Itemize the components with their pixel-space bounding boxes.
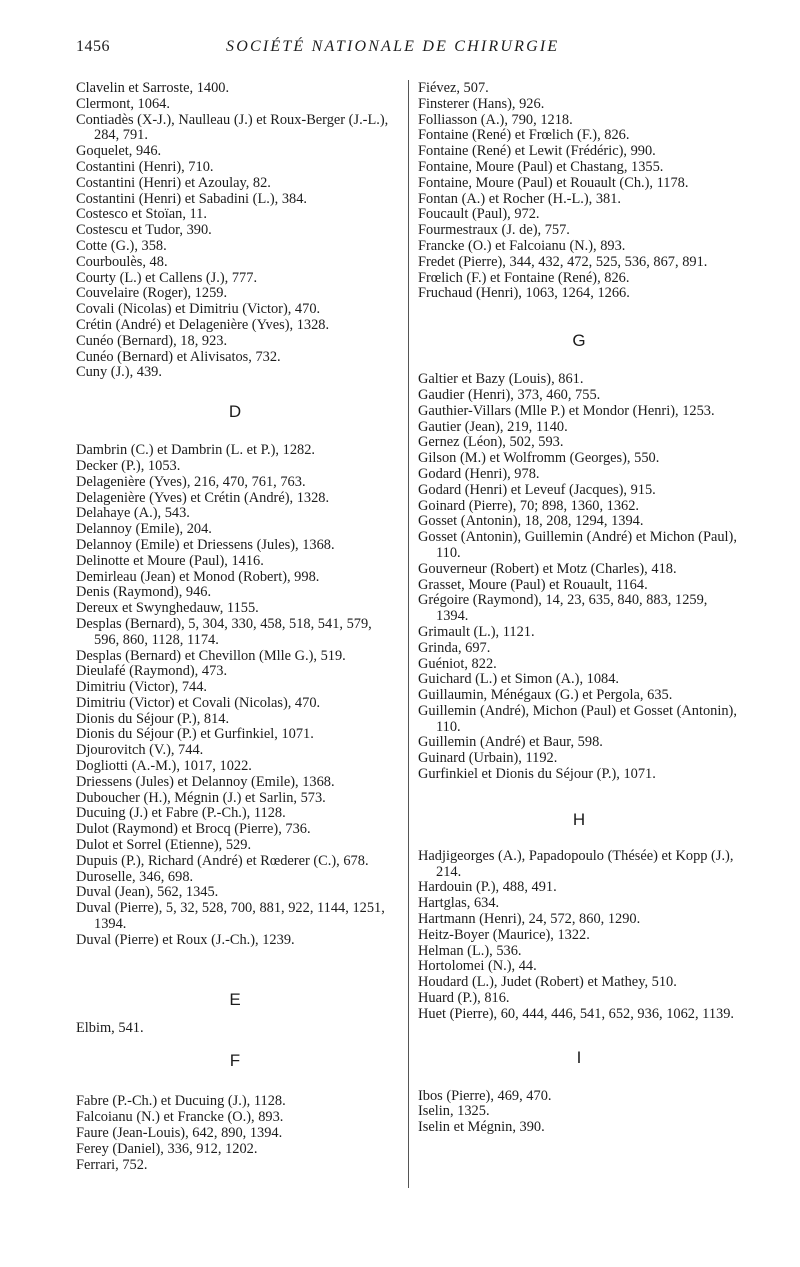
index-entry: Clavelin et Sarroste, 1400. [76, 80, 230, 96]
index-entry: Delinotte et Moure (Paul), 1416. [76, 552, 264, 569]
index-entry: Gurfinkiel et Dionis du Séjour (P.), 1071. [418, 766, 656, 783]
page-number: 1456 [76, 38, 110, 55]
index-entry: Demirleau (Jean) et Monod (Robert), 998. [76, 568, 320, 585]
index-entry: Djourovitch (V.), 744. [76, 742, 204, 759]
index-entry: Courboulès, 48. [76, 253, 168, 270]
index-entry: Cuny (J.), 439. [76, 364, 162, 381]
index-entry: Duval (Pierre) et Roux (J.-Ch.), 1239. [76, 931, 295, 948]
index-entry: Gouverneur (Robert) et Motz (Charles), 418. [418, 560, 677, 577]
index-entry: Guillemin (André), Michon (Paul) et Gosset (Antonin), 110. [418, 702, 737, 735]
index-entry: Fourmestraux (J. de), 757. [418, 222, 570, 239]
index-entry: Gautier (Jean), 219, 1140. [418, 418, 568, 435]
index-entry: Cunéo (Bernard), 18, 923. [76, 332, 228, 349]
section-letter-g: G [572, 331, 586, 351]
index-entry: Heitz-Boyer (Maurice), 1322. [418, 926, 590, 943]
index-entry: Fabre (P.-Ch.) et Ducuing (J.), 1128. [76, 1093, 286, 1110]
section-letter-h: H [572, 809, 586, 829]
right-column [418, 81, 740, 1136]
index-entry: Duval (Pierre), 5, 32, 528, 700, 881, 922, 1144, 1251, 1394. [76, 900, 385, 933]
index-entry: Hortolomei (N.), 44. [418, 958, 537, 975]
index-entry: Goquelet, 946. [76, 143, 162, 160]
index-entry: Fredet (Pierre), 344, 432, 472, 525, 536, 867, 891. [418, 253, 708, 270]
index-entry: Dimitriu (Victor), 744. [76, 679, 208, 696]
section-letter-f: F [229, 1051, 241, 1071]
index-entry: Costantini (Henri) et Azoulay, 82. [76, 174, 271, 191]
index-entry: Helman (L.), 536. [418, 942, 522, 959]
index-entry: Ferey (Daniel), 336, 912, 1202. [76, 1140, 258, 1157]
index-entry: Cotte (G.), 358. [76, 237, 167, 254]
index-entry: Gaudier (Henri), 373, 460, 755. [418, 386, 601, 403]
index-entry: Iselin et Mégnin, 390. [418, 1119, 545, 1136]
index-entry: Dimitriu (Victor) et Covali (Nicolas), 470. [76, 694, 321, 711]
index-entry: Couvelaire (Roger), 1259. [76, 285, 228, 302]
running-title: SOCIÉTÉ NATIONALE DE CHIRURGIE [226, 38, 560, 55]
index-entry: Clermont, 1064. [76, 95, 170, 112]
index-entry: Dionis du Séjour (P.) et Gurfinkiel, 1071. [76, 726, 314, 743]
index-entry: Hadjigeorges (A.), Papadopoulo (Thésée) et Kopp (J.), 214. [418, 847, 734, 880]
index-entry: Costescu et Tudor, 390. [76, 222, 212, 239]
index-entry: Guillemin (André) et Baur, 598. [418, 734, 603, 751]
index-entry: Fontaine (René) et Lewit (Frédéric), 990. [418, 143, 656, 160]
index-entry: Ibos (Pierre), 469, 470. [418, 1087, 552, 1104]
index-entry: Dionis du Séjour (P.), 814. [76, 710, 230, 727]
index-entry: Elbim, 541. [76, 1019, 144, 1036]
index-entry: Guillaumin, Ménégaux (G.) et Pergola, 635. [418, 687, 673, 704]
column-divider [408, 80, 409, 1188]
index-entry: Godard (Henri), 978. [418, 465, 540, 482]
index-entry: Duboucher (H.), Mégnin (J.) et Sarlin, 573. [76, 789, 326, 806]
index-entry: Ducuing (J.) et Fabre (P.-Ch.), 1128. [76, 805, 286, 822]
index-entry: Guinard (Urbain), 1192. [418, 750, 558, 767]
index-entry: Gosset (Antonin), 18, 208, 1294, 1394. [418, 513, 644, 530]
index-entry: Huet (Pierre), 60, 444, 446, 541, 652, 936, 1062, 1139. [418, 1005, 735, 1022]
page-header [76, 38, 766, 62]
index-entry: Falcoianu (N.) et Francke (O.), 893. [76, 1109, 284, 1126]
index-entry: Desplas (Bernard), 5, 304, 330, 458, 518, 541, 579, 596, 860, 1128, 1174. [76, 615, 372, 648]
index-entry: Hartglas, 634. [418, 895, 500, 912]
index-entry: Contiadès (X-J.), Naulleau (J.) et Roux-Berger (J.-L.), 284, 791. [76, 111, 389, 144]
index-entry: Fiévez, 507. [418, 80, 489, 96]
index-entry: Houdard (L.), Judet (Robert) et Mathey, 510. [418, 974, 677, 991]
index-entry: Francke (O.) et Falcoianu (N.), 893. [418, 237, 626, 254]
index-entry: Foucault (Paul), 972. [418, 206, 540, 223]
index-entry: Duroselle, 346, 698. [76, 868, 194, 885]
index-entry: Dulot (Raymond) et Brocq (Pierre), 736. [76, 821, 311, 838]
index-entry: Fontan (A.) et Rocher (H.-L.), 381. [418, 190, 622, 207]
index-entry: Gosset (Antonin), Guillemin (André) et Michon (Paul), 110. [418, 529, 737, 561]
index-entry: Decker (P.), 1053. [76, 457, 181, 474]
index-entry: Frœlich (F.) et Fontaine (René), 826. [418, 269, 630, 286]
left-column [76, 81, 394, 1173]
index-entry: Delannoy (Emile), 204. [76, 521, 212, 538]
index-entry: Dupuis (P.), Richard (André) et Rœderer (C.), 678. [76, 852, 369, 869]
index-entry: Gauthier-Villars (Mlle P.) et Mondor (Henri), 1253. [418, 402, 715, 419]
index-entry: Desplas (Bernard) et Chevillon (Mlle G.), 519. [76, 647, 346, 664]
index-entry: Fruchaud (Henri), 1063, 1264, 1266. [418, 285, 630, 302]
section-letter-i: I [576, 1047, 582, 1067]
index-entry: Delagenière (Yves) et Crétin (André), 1328. [76, 489, 330, 506]
index-entry: Delagenière (Yves), 216, 470, 761, 763. [76, 473, 306, 490]
index-entry: Dulot et Sorrel (Etienne), 529. [76, 837, 252, 854]
index-entry: Guichard (L.) et Simon (A.), 1084. [418, 671, 620, 688]
index-entry: Duval (Jean), 562, 1345. [76, 884, 219, 901]
index-entry: Galtier et Bazy (Louis), 861. [418, 371, 584, 388]
index-entry: Goinard (Pierre), 70; 898, 1360, 1362. [418, 497, 640, 514]
index-entry: Fontaine, Moure (Paul) et Rouault (Ch.), 1178. [418, 174, 689, 191]
section-letter-d: D [228, 402, 242, 422]
index-entry: Gilson (M.) et Wolfromm (Georges), 550. [418, 450, 660, 467]
index-entry: Godard (Henri) et Leveuf (Jacques), 915. [418, 481, 656, 498]
index-entry: Dogliotti (A.-M.), 1017, 1022. [76, 758, 252, 775]
index-entry: Dieulafé (Raymond), 473. [76, 663, 228, 680]
index-entry: Cunéo (Bernard) et Alivisatos, 732. [76, 348, 281, 365]
index-entry: Costantini (Henri) et Sabadini (L.), 384. [76, 190, 308, 207]
index-entry: Iselin, 1325. [418, 1103, 490, 1120]
index-entry: Covali (Nicolas) et Dimitriu (Victor), 470. [76, 301, 321, 318]
index-entry: Costantini (Henri), 710. [76, 158, 214, 175]
index-entry: Finsterer (Hans), 926. [418, 95, 545, 112]
index-entry: Huard (P.), 816. [418, 990, 510, 1007]
index-entry: Grimault (L.), 1121. [418, 623, 535, 640]
index-entry: Driessens (Jules) et Delannoy (Emile), 1368. [76, 773, 335, 790]
index-entry: Delahaye (A.), 543. [76, 505, 190, 522]
index-entry: Grégoire (Raymond), 14, 23, 635, 840, 883, 1259, 1394. [418, 592, 708, 625]
index-entry: Grasset, Moure (Paul) et Rouault, 1164. [418, 576, 648, 593]
index-entry: Costesco et Stoïan, 11. [76, 206, 207, 223]
index-entry: Dereux et Swynghedauw, 1155. [76, 600, 259, 617]
index-entry: Folliasson (A.), 790, 1218. [418, 111, 573, 128]
index-entry: Ferrari, 752. [76, 1156, 148, 1173]
index-entry: Faure (Jean-Louis), 642, 890, 1394. [76, 1125, 283, 1142]
index-entry: Hartmann (Henri), 24, 572, 860, 1290. [418, 911, 641, 928]
index-entry: Courty (L.) et Callens (J.), 777. [76, 269, 258, 286]
index-entry: Gernez (Léon), 502, 593. [418, 434, 564, 451]
index-entry: Hardouin (P.), 488, 491. [418, 879, 557, 896]
index-entry: Guéniot, 822. [418, 655, 497, 672]
index-entry: Denis (Raymond), 946. [76, 584, 212, 601]
index-entry: Grinda, 697. [418, 639, 491, 656]
index-entry: Fontaine (René) et Frœlich (F.), 826. [418, 127, 630, 144]
index-entry: Dambrin (C.) et Dambrin (L. et P.), 1282. [76, 442, 315, 459]
index-entry: Crétin (André) et Delagenière (Yves), 1328. [76, 316, 330, 333]
index-entry: Delannoy (Emile) et Driessens (Jules), 1368. [76, 536, 335, 553]
index-entry: Fontaine, Moure (Paul) et Chastang, 1355. [418, 158, 664, 175]
section-letter-e: E [229, 989, 241, 1009]
